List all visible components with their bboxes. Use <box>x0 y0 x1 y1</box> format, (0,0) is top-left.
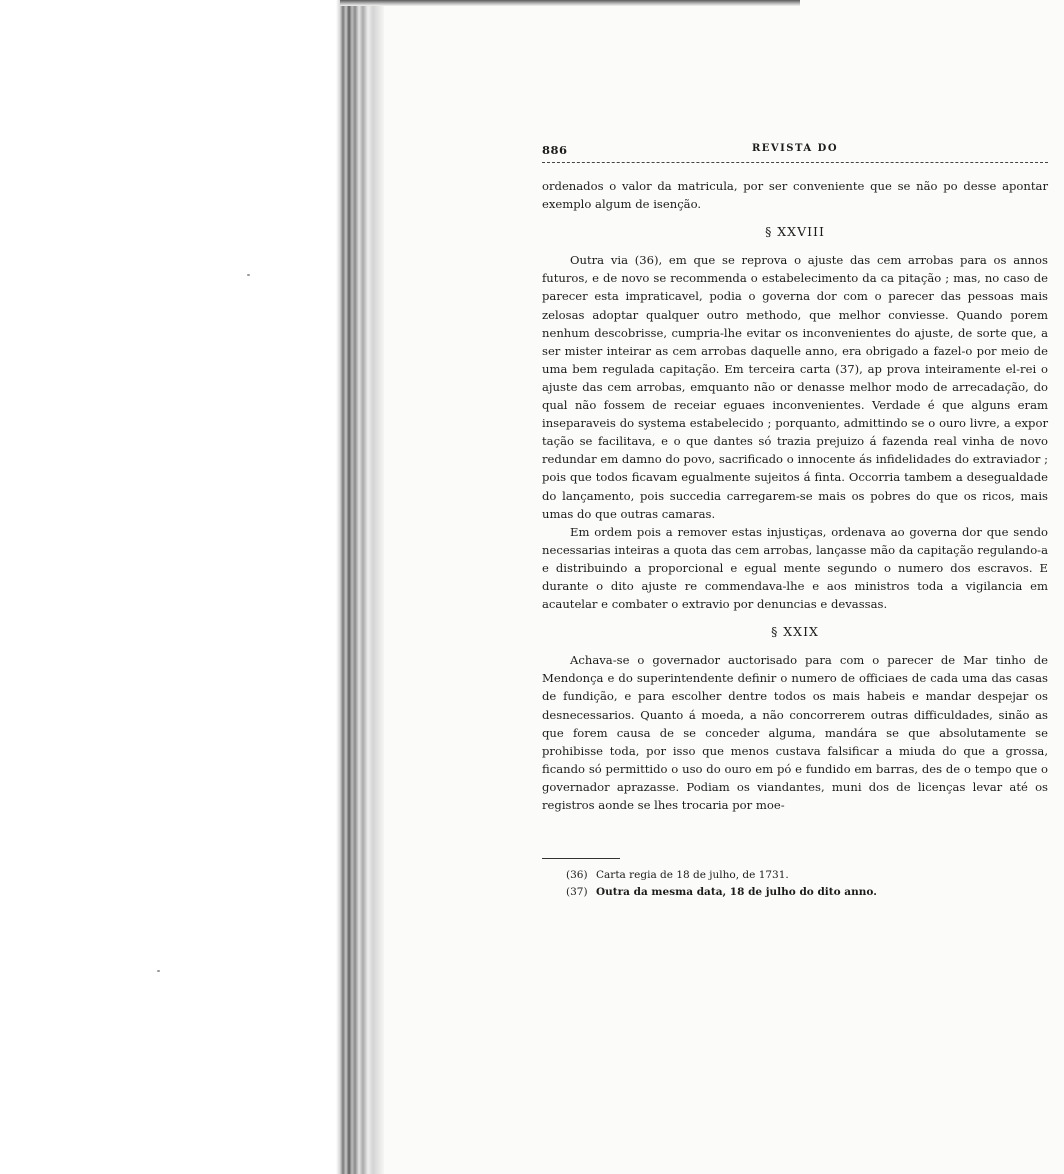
footnote-mark: (37) <box>566 886 588 899</box>
footnote-rule <box>542 858 620 859</box>
section-heading: § XXIX <box>771 624 819 640</box>
footnote-text: Outra da mesma data, 18 de julho do dito anno. <box>596 886 877 899</box>
footnotes <box>542 867 1048 901</box>
body-text <box>542 177 1048 814</box>
footnote-text: Carta regia de 18 de julho, de 1731. <box>596 869 789 882</box>
paragraph: Achava-se o governador auctorisado para com o parecer de Mar tinho de Mendonça e do superintendente definir o numero de officiaes de cada uma das casas de fundição, e para escolher dentre todos os mais habeis e mandar despejar os desnecessarios. Quanto á moeda, a não concorrerem outras difficuldades, sinão as que forem causa de se conceder alguma, mandára se que absolutamente se prohibisse toda, por isso que menos custava falsificar a miuda do que a grossa, ficando só permittido o uso do ouro em pó e fundido em barras, des de o tempo que o governador aprazasse. Podiam os viandantes, muni dos de licenças levar até os registros aonde se lhes trocaria por moe- <box>542 653 1048 812</box>
header-rule <box>542 162 1048 163</box>
paper-speck <box>157 970 160 972</box>
paragraph: Em ordem pois a remover estas injustiças, ordenava ao governa dor que sendo necessarias inteiras a quota das cem arrobas, lançasse mão da capitação regulando-a e distribuindo a proporcional e egual mente segundo o numero dos escravos. E durante o dito ajuste re commendava-lhe e aos ministros toda a vigilancia em acautelar e combater o extravio por denuncias e devassas. <box>542 524 1048 612</box>
page-top-edge-shadow <box>340 0 800 6</box>
printed-page <box>542 140 1048 901</box>
paragraph: ordenados o valor da matricula, por ser conveniente que se não po desse apontar exemplo algum de isenção. <box>542 179 1048 212</box>
blank-left-page <box>0 0 340 1174</box>
section-heading: § XXVIII <box>765 224 825 240</box>
book-binding-gutter <box>336 0 384 1174</box>
running-title: REVISTA DO <box>751 143 839 154</box>
paper-speck <box>247 274 250 276</box>
running-header <box>542 140 1048 160</box>
paragraph: Outra via (36), em que se reprova o ajuste das cem arrobas para os annos futuros, e de novo se recommenda o estabelecimento da ca pitação ; mas, no caso de parecer esta impraticavel, podia o governa dor com o parecer das pessoas mais zelosas adoptar qualquer outro methodo, que melhor conviesse. Quando porem nenhum descobrisse, cumpria-lhe evitar os inconvenientes do ajuste, de sorte que, a ser mister inteirar as cem arrobas daquelle anno, era obrigado a fazel-o por meio de uma bem regulada capitação. Em terceira carta (37), ap prova inteiramente el-rei o ajuste das cem arrobas, emquanto não or denasse melhor modo de arrecadação, do qual não fossem de receiar eguaes inconvenientes. Verdade é que alguns eram inseparaveis do systema estabelecido ; porquanto, admittindo se o ouro livre, a expor tação se facilitava, e o que dantes só trazia prejuizo á fazenda real vinha de novo redundar em damno do povo, sacrificado o innocente ás infidelidades do extraviador ; pois que todos ficavam egualmente sujeitos á finta. Occorria tambem a desegualdade do lançamento, pois succedia carregarem-se mais os pobres do que os ricos, mais umas do que outras camaras. <box>542 253 1048 521</box>
page-number: 886 <box>542 143 568 157</box>
footnote-mark: (36) <box>566 869 588 882</box>
footnote <box>542 884 1048 901</box>
footnote <box>542 867 1048 884</box>
